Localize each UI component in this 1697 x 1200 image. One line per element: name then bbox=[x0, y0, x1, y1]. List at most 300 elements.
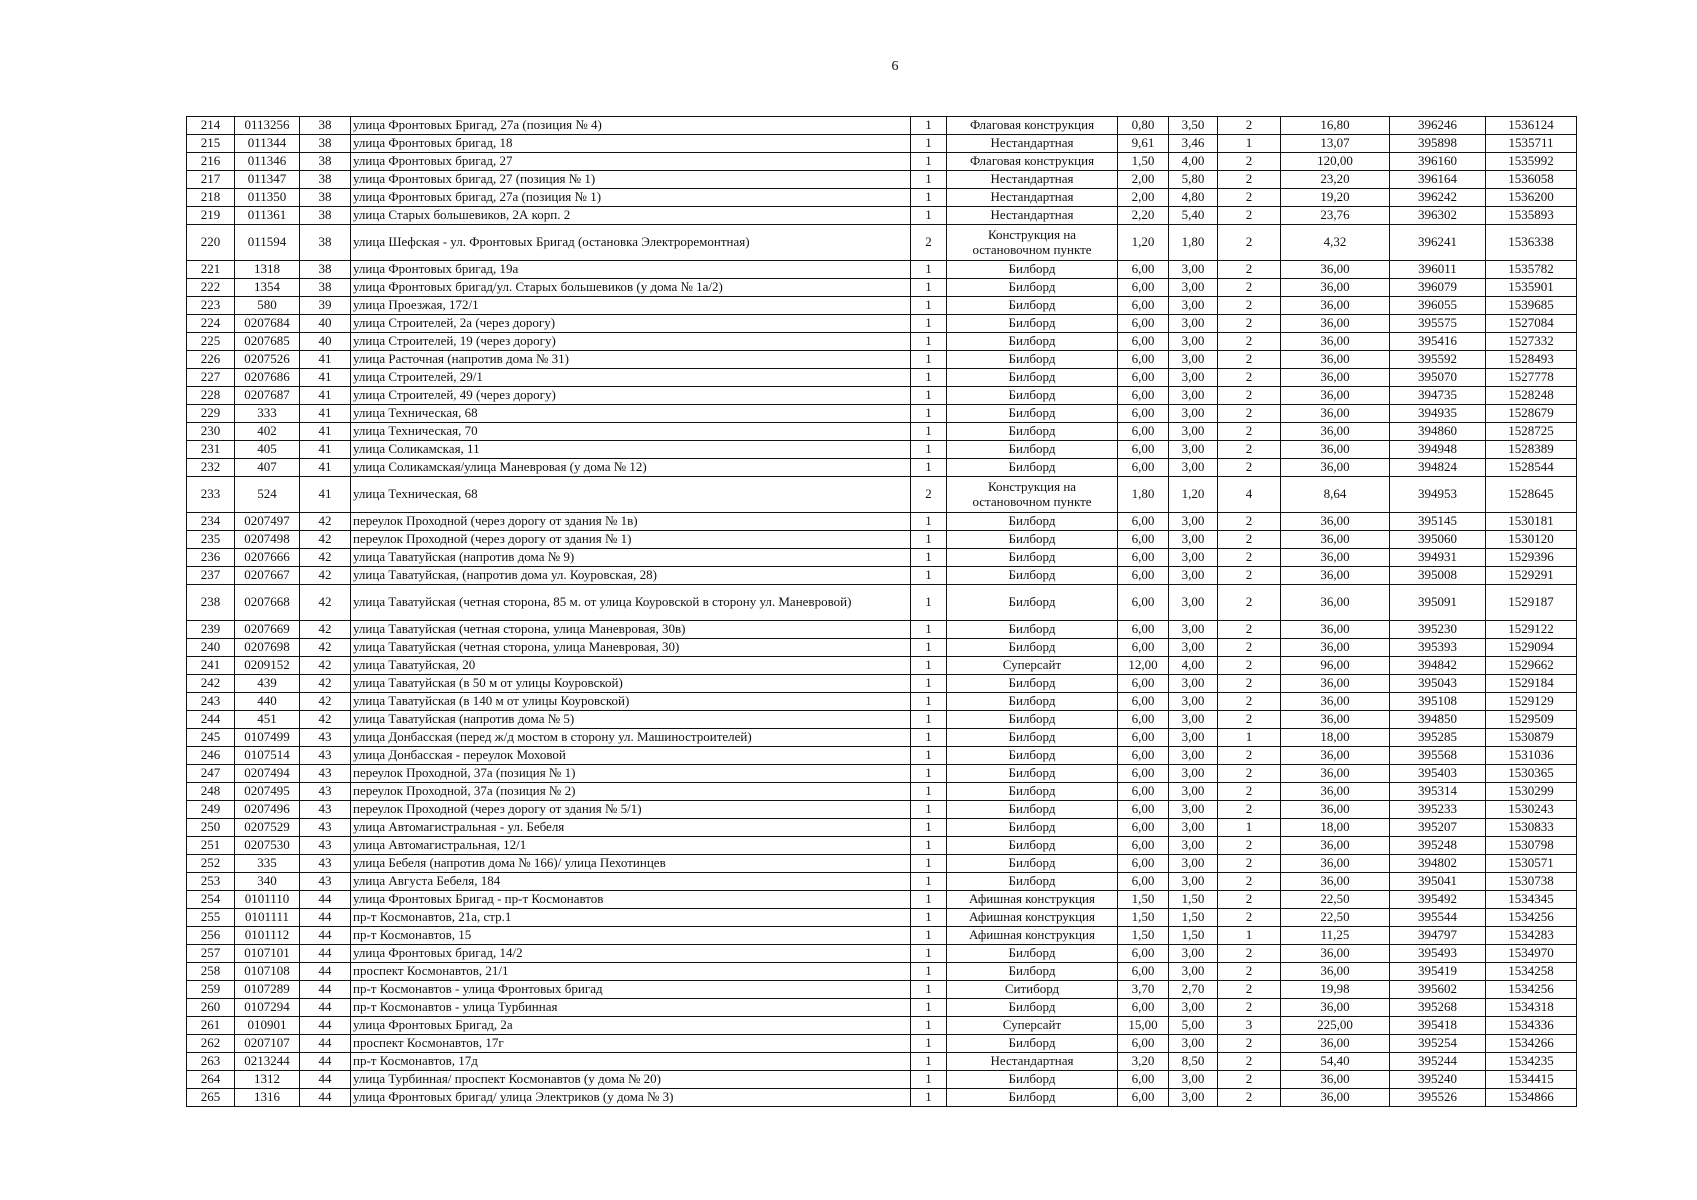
table-row bbox=[187, 369, 1577, 387]
code-cell: 011347 bbox=[235, 171, 300, 189]
row-number-cell: 256 bbox=[187, 927, 235, 945]
row-number-cell: 254 bbox=[187, 891, 235, 909]
height-cell: 3,00 bbox=[1169, 549, 1218, 567]
sides-cell: 1 bbox=[911, 117, 947, 135]
table-row bbox=[187, 567, 1577, 585]
sides-cell: 1 bbox=[911, 891, 947, 909]
area-cell: 36,00 bbox=[1281, 801, 1390, 819]
table-row bbox=[187, 675, 1577, 693]
row-number-cell: 219 bbox=[187, 207, 235, 225]
code-cell: 1312 bbox=[235, 1071, 300, 1089]
height-cell: 3,00 bbox=[1169, 1035, 1218, 1053]
address-cell: улица Таватуйская, 20 bbox=[351, 657, 911, 675]
sides-cell: 1 bbox=[911, 405, 947, 423]
district-cell: 42 bbox=[300, 549, 351, 567]
district-cell: 40 bbox=[300, 333, 351, 351]
quantity-cell: 2 bbox=[1218, 1035, 1281, 1053]
address-cell: улица Автомагистральная, 12/1 bbox=[351, 837, 911, 855]
table-row bbox=[187, 585, 1577, 621]
quantity-cell: 2 bbox=[1218, 333, 1281, 351]
type-cell: Билборд bbox=[947, 783, 1118, 801]
address-cell: улица Строителей, 29/1 bbox=[351, 369, 911, 387]
row-number-cell: 222 bbox=[187, 279, 235, 297]
height-cell: 3,00 bbox=[1169, 405, 1218, 423]
area-cell: 96,00 bbox=[1281, 657, 1390, 675]
code-cell: 440 bbox=[235, 693, 300, 711]
district-cell: 44 bbox=[300, 1035, 351, 1053]
y-coordinate-cell: 1529396 bbox=[1486, 549, 1577, 567]
area-cell: 36,00 bbox=[1281, 639, 1390, 657]
code-cell: 524 bbox=[235, 477, 300, 513]
quantity-cell: 2 bbox=[1218, 657, 1281, 675]
type-cell: Билборд bbox=[947, 423, 1118, 441]
code-cell: 0207494 bbox=[235, 765, 300, 783]
row-number-cell: 214 bbox=[187, 117, 235, 135]
y-coordinate-cell: 1534235 bbox=[1486, 1053, 1577, 1071]
y-coordinate-cell: 1530571 bbox=[1486, 855, 1577, 873]
type-cell: Конструкция на остановочном пункте bbox=[947, 225, 1118, 261]
code-cell: 451 bbox=[235, 711, 300, 729]
type-cell: Билборд bbox=[947, 819, 1118, 837]
x-coordinate-cell: 394735 bbox=[1390, 387, 1486, 405]
y-coordinate-cell: 1529662 bbox=[1486, 657, 1577, 675]
quantity-cell: 2 bbox=[1218, 531, 1281, 549]
table-row bbox=[187, 873, 1577, 891]
row-number-cell: 263 bbox=[187, 1053, 235, 1071]
y-coordinate-cell: 1528544 bbox=[1486, 459, 1577, 477]
code-cell: 0207107 bbox=[235, 1035, 300, 1053]
table-row bbox=[187, 117, 1577, 135]
y-coordinate-cell: 1536124 bbox=[1486, 117, 1577, 135]
type-cell: Билборд bbox=[947, 387, 1118, 405]
district-cell: 38 bbox=[300, 225, 351, 261]
code-cell: 010901 bbox=[235, 1017, 300, 1035]
quantity-cell: 2 bbox=[1218, 981, 1281, 999]
district-cell: 39 bbox=[300, 297, 351, 315]
row-number-cell: 249 bbox=[187, 801, 235, 819]
quantity-cell: 2 bbox=[1218, 225, 1281, 261]
width-cell: 6,00 bbox=[1118, 873, 1169, 891]
area-cell: 36,00 bbox=[1281, 837, 1390, 855]
row-number-cell: 261 bbox=[187, 1017, 235, 1035]
height-cell: 1,80 bbox=[1169, 225, 1218, 261]
width-cell: 6,00 bbox=[1118, 567, 1169, 585]
type-cell: Билборд bbox=[947, 747, 1118, 765]
y-coordinate-cell: 1530299 bbox=[1486, 783, 1577, 801]
row-number-cell: 231 bbox=[187, 441, 235, 459]
y-coordinate-cell: 1528493 bbox=[1486, 351, 1577, 369]
type-cell: Билборд bbox=[947, 297, 1118, 315]
address-cell: улица Таватуйская (четная сторона, 85 м. от улица Коуровской в сторону ул. Маневровой) bbox=[351, 585, 911, 621]
type-cell: Нестандартная bbox=[947, 207, 1118, 225]
address-cell: улица Соликамская, 11 bbox=[351, 441, 911, 459]
table-body bbox=[187, 117, 1577, 1107]
width-cell: 6,00 bbox=[1118, 585, 1169, 621]
x-coordinate-cell: 396246 bbox=[1390, 117, 1486, 135]
height-cell: 3,00 bbox=[1169, 855, 1218, 873]
row-number-cell: 252 bbox=[187, 855, 235, 873]
height-cell: 3,00 bbox=[1169, 747, 1218, 765]
quantity-cell: 2 bbox=[1218, 747, 1281, 765]
type-cell: Суперсайт bbox=[947, 657, 1118, 675]
code-cell: 1354 bbox=[235, 279, 300, 297]
height-cell: 3,00 bbox=[1169, 585, 1218, 621]
table-row bbox=[187, 945, 1577, 963]
district-cell: 41 bbox=[300, 423, 351, 441]
address-cell: улица Фронтовых бригад, 27а (позиция № 1) bbox=[351, 189, 911, 207]
row-number-cell: 217 bbox=[187, 171, 235, 189]
type-cell: Билборд bbox=[947, 693, 1118, 711]
table-row bbox=[187, 711, 1577, 729]
address-cell: пр-т Космонавтов, 21а, стр.1 bbox=[351, 909, 911, 927]
width-cell: 6,00 bbox=[1118, 351, 1169, 369]
height-cell: 3,00 bbox=[1169, 1071, 1218, 1089]
sides-cell: 1 bbox=[911, 963, 947, 981]
area-cell: 19,20 bbox=[1281, 189, 1390, 207]
area-cell: 36,00 bbox=[1281, 1071, 1390, 1089]
table-row bbox=[187, 747, 1577, 765]
width-cell: 6,00 bbox=[1118, 549, 1169, 567]
table-row bbox=[187, 207, 1577, 225]
sides-cell: 1 bbox=[911, 999, 947, 1017]
x-coordinate-cell: 395493 bbox=[1390, 945, 1486, 963]
sides-cell: 1 bbox=[911, 873, 947, 891]
address-cell: улица Донбасская - переулок Моховой bbox=[351, 747, 911, 765]
width-cell: 6,00 bbox=[1118, 513, 1169, 531]
table-row bbox=[187, 837, 1577, 855]
y-coordinate-cell: 1534256 bbox=[1486, 909, 1577, 927]
height-cell: 5,00 bbox=[1169, 1017, 1218, 1035]
quantity-cell: 2 bbox=[1218, 423, 1281, 441]
y-coordinate-cell: 1528389 bbox=[1486, 441, 1577, 459]
width-cell: 6,00 bbox=[1118, 261, 1169, 279]
sides-cell: 1 bbox=[911, 1035, 947, 1053]
table-row bbox=[187, 729, 1577, 747]
x-coordinate-cell: 395230 bbox=[1390, 621, 1486, 639]
code-cell: 011594 bbox=[235, 225, 300, 261]
table-row bbox=[187, 981, 1577, 999]
height-cell: 3,00 bbox=[1169, 1089, 1218, 1107]
sides-cell: 1 bbox=[911, 783, 947, 801]
code-cell: 0207667 bbox=[235, 567, 300, 585]
y-coordinate-cell: 1534866 bbox=[1486, 1089, 1577, 1107]
width-cell: 6,00 bbox=[1118, 387, 1169, 405]
height-cell: 4,00 bbox=[1169, 657, 1218, 675]
row-number-cell: 239 bbox=[187, 621, 235, 639]
type-cell: Билборд bbox=[947, 963, 1118, 981]
district-cell: 41 bbox=[300, 459, 351, 477]
row-number-cell: 248 bbox=[187, 783, 235, 801]
code-cell: 0107289 bbox=[235, 981, 300, 999]
x-coordinate-cell: 396241 bbox=[1390, 225, 1486, 261]
type-cell: Флаговая конструкция bbox=[947, 153, 1118, 171]
type-cell: Билборд bbox=[947, 801, 1118, 819]
row-number-cell: 264 bbox=[187, 1071, 235, 1089]
width-cell: 6,00 bbox=[1118, 315, 1169, 333]
height-cell: 1,50 bbox=[1169, 927, 1218, 945]
district-cell: 44 bbox=[300, 1053, 351, 1071]
address-cell: пр-т Космонавтов, 15 bbox=[351, 927, 911, 945]
type-cell: Билборд bbox=[947, 279, 1118, 297]
x-coordinate-cell: 395418 bbox=[1390, 1017, 1486, 1035]
y-coordinate-cell: 1534345 bbox=[1486, 891, 1577, 909]
row-number-cell: 241 bbox=[187, 657, 235, 675]
type-cell: Билборд bbox=[947, 1071, 1118, 1089]
address-cell: улица Таватуйская, (напротив дома ул. Коуровская, 28) bbox=[351, 567, 911, 585]
code-cell: 0207526 bbox=[235, 351, 300, 369]
width-cell: 6,00 bbox=[1118, 783, 1169, 801]
code-cell: 0107514 bbox=[235, 747, 300, 765]
y-coordinate-cell: 1530833 bbox=[1486, 819, 1577, 837]
address-cell: улица Строителей, 19 (через дорогу) bbox=[351, 333, 911, 351]
x-coordinate-cell: 394842 bbox=[1390, 657, 1486, 675]
address-cell: улица Строителей, 2а (через дорогу) bbox=[351, 315, 911, 333]
x-coordinate-cell: 395070 bbox=[1390, 369, 1486, 387]
height-cell: 3,00 bbox=[1169, 351, 1218, 369]
district-cell: 42 bbox=[300, 657, 351, 675]
table-row bbox=[187, 153, 1577, 171]
area-cell: 36,00 bbox=[1281, 351, 1390, 369]
address-cell: улица Шефская - ул. Фронтовых Бригад (остановка Электроремонтная) bbox=[351, 225, 911, 261]
width-cell: 6,00 bbox=[1118, 459, 1169, 477]
area-cell: 22,50 bbox=[1281, 909, 1390, 927]
district-cell: 44 bbox=[300, 1071, 351, 1089]
row-number-cell: 244 bbox=[187, 711, 235, 729]
district-cell: 42 bbox=[300, 639, 351, 657]
x-coordinate-cell: 395043 bbox=[1390, 675, 1486, 693]
row-number-cell: 251 bbox=[187, 837, 235, 855]
type-cell: Билборд bbox=[947, 441, 1118, 459]
address-cell: улица Фронтовых бригад, 27 (позиция № 1) bbox=[351, 171, 911, 189]
quantity-cell: 2 bbox=[1218, 837, 1281, 855]
code-cell: 0209152 bbox=[235, 657, 300, 675]
row-number-cell: 218 bbox=[187, 189, 235, 207]
table-row bbox=[187, 1053, 1577, 1071]
quantity-cell: 2 bbox=[1218, 801, 1281, 819]
code-cell: 333 bbox=[235, 405, 300, 423]
height-cell: 3,00 bbox=[1169, 315, 1218, 333]
x-coordinate-cell: 395526 bbox=[1390, 1089, 1486, 1107]
row-number-cell: 242 bbox=[187, 675, 235, 693]
district-cell: 41 bbox=[300, 441, 351, 459]
type-cell: Билборд bbox=[947, 351, 1118, 369]
quantity-cell: 2 bbox=[1218, 567, 1281, 585]
row-number-cell: 220 bbox=[187, 225, 235, 261]
row-number-cell: 238 bbox=[187, 585, 235, 621]
area-cell: 16,80 bbox=[1281, 117, 1390, 135]
sides-cell: 1 bbox=[911, 333, 947, 351]
address-cell: улица Фронтовых бригад/ул. Старых большевиков (у дома № 1а/2) bbox=[351, 279, 911, 297]
sides-cell: 1 bbox=[911, 765, 947, 783]
district-cell: 41 bbox=[300, 351, 351, 369]
area-cell: 36,00 bbox=[1281, 315, 1390, 333]
row-number-cell: 243 bbox=[187, 693, 235, 711]
width-cell: 6,00 bbox=[1118, 1035, 1169, 1053]
y-coordinate-cell: 1529184 bbox=[1486, 675, 1577, 693]
district-cell: 43 bbox=[300, 801, 351, 819]
sides-cell: 1 bbox=[911, 1017, 947, 1035]
width-cell: 6,00 bbox=[1118, 693, 1169, 711]
y-coordinate-cell: 1535901 bbox=[1486, 279, 1577, 297]
row-number-cell: 227 bbox=[187, 369, 235, 387]
type-cell: Билборд bbox=[947, 549, 1118, 567]
y-coordinate-cell: 1531036 bbox=[1486, 747, 1577, 765]
area-cell: 36,00 bbox=[1281, 999, 1390, 1017]
code-cell: 0113256 bbox=[235, 117, 300, 135]
type-cell: Флаговая конструкция bbox=[947, 117, 1118, 135]
sides-cell: 1 bbox=[911, 585, 947, 621]
code-cell: 0101112 bbox=[235, 927, 300, 945]
height-cell: 3,46 bbox=[1169, 135, 1218, 153]
row-number-cell: 246 bbox=[187, 747, 235, 765]
y-coordinate-cell: 1536058 bbox=[1486, 171, 1577, 189]
area-cell: 36,00 bbox=[1281, 459, 1390, 477]
x-coordinate-cell: 395393 bbox=[1390, 639, 1486, 657]
x-coordinate-cell: 395268 bbox=[1390, 999, 1486, 1017]
table-row bbox=[187, 297, 1577, 315]
district-cell: 42 bbox=[300, 675, 351, 693]
table-row bbox=[187, 765, 1577, 783]
y-coordinate-cell: 1535992 bbox=[1486, 153, 1577, 171]
area-cell: 19,98 bbox=[1281, 981, 1390, 999]
x-coordinate-cell: 395060 bbox=[1390, 531, 1486, 549]
address-cell: улица Фронтовых бригад, 27 bbox=[351, 153, 911, 171]
area-cell: 54,40 bbox=[1281, 1053, 1390, 1071]
quantity-cell: 2 bbox=[1218, 963, 1281, 981]
district-cell: 42 bbox=[300, 585, 351, 621]
district-cell: 42 bbox=[300, 567, 351, 585]
address-cell: улица Таватуйская (в 140 м от улицы Коуровской) bbox=[351, 693, 911, 711]
width-cell: 6,00 bbox=[1118, 279, 1169, 297]
address-cell: улица Строителей, 49 (через дорогу) bbox=[351, 387, 911, 405]
height-cell: 3,00 bbox=[1169, 261, 1218, 279]
width-cell: 3,70 bbox=[1118, 981, 1169, 999]
code-cell: 0207698 bbox=[235, 639, 300, 657]
address-cell: улица Таватуйская (напротив дома № 5) bbox=[351, 711, 911, 729]
sides-cell: 1 bbox=[911, 729, 947, 747]
y-coordinate-cell: 1534970 bbox=[1486, 945, 1577, 963]
area-cell: 36,00 bbox=[1281, 261, 1390, 279]
width-cell: 6,00 bbox=[1118, 1071, 1169, 1089]
code-cell: 011346 bbox=[235, 153, 300, 171]
height-cell: 1,50 bbox=[1169, 909, 1218, 927]
area-cell: 36,00 bbox=[1281, 1089, 1390, 1107]
sides-cell: 1 bbox=[911, 387, 947, 405]
y-coordinate-cell: 1534283 bbox=[1486, 927, 1577, 945]
quantity-cell: 2 bbox=[1218, 279, 1281, 297]
code-cell: 0207685 bbox=[235, 333, 300, 351]
quantity-cell: 2 bbox=[1218, 873, 1281, 891]
width-cell: 6,00 bbox=[1118, 531, 1169, 549]
quantity-cell: 2 bbox=[1218, 1053, 1281, 1071]
height-cell: 3,50 bbox=[1169, 117, 1218, 135]
width-cell: 6,00 bbox=[1118, 855, 1169, 873]
width-cell: 6,00 bbox=[1118, 441, 1169, 459]
width-cell: 6,00 bbox=[1118, 729, 1169, 747]
x-coordinate-cell: 395091 bbox=[1390, 585, 1486, 621]
type-cell: Билборд bbox=[947, 333, 1118, 351]
sides-cell: 1 bbox=[911, 531, 947, 549]
width-cell: 1,50 bbox=[1118, 153, 1169, 171]
height-cell: 3,00 bbox=[1169, 945, 1218, 963]
y-coordinate-cell: 1527332 bbox=[1486, 333, 1577, 351]
quantity-cell: 3 bbox=[1218, 1017, 1281, 1035]
y-coordinate-cell: 1530181 bbox=[1486, 513, 1577, 531]
row-number-cell: 224 bbox=[187, 315, 235, 333]
height-cell: 3,00 bbox=[1169, 531, 1218, 549]
width-cell: 1,80 bbox=[1118, 477, 1169, 513]
width-cell: 6,00 bbox=[1118, 999, 1169, 1017]
area-cell: 4,32 bbox=[1281, 225, 1390, 261]
code-cell: 0101110 bbox=[235, 891, 300, 909]
table-row bbox=[187, 1017, 1577, 1035]
quantity-cell: 2 bbox=[1218, 1089, 1281, 1107]
area-cell: 18,00 bbox=[1281, 819, 1390, 837]
width-cell: 1,50 bbox=[1118, 927, 1169, 945]
table-row bbox=[187, 909, 1577, 927]
row-number-cell: 247 bbox=[187, 765, 235, 783]
quantity-cell: 2 bbox=[1218, 675, 1281, 693]
x-coordinate-cell: 394802 bbox=[1390, 855, 1486, 873]
y-coordinate-cell: 1534266 bbox=[1486, 1035, 1577, 1053]
sides-cell: 1 bbox=[911, 549, 947, 567]
y-coordinate-cell: 1535782 bbox=[1486, 261, 1577, 279]
code-cell: 0207498 bbox=[235, 531, 300, 549]
table-row bbox=[187, 963, 1577, 981]
sides-cell: 1 bbox=[911, 909, 947, 927]
x-coordinate-cell: 395492 bbox=[1390, 891, 1486, 909]
x-coordinate-cell: 396055 bbox=[1390, 297, 1486, 315]
width-cell: 6,00 bbox=[1118, 801, 1169, 819]
sides-cell: 1 bbox=[911, 927, 947, 945]
type-cell: Нестандартная bbox=[947, 135, 1118, 153]
district-cell: 43 bbox=[300, 747, 351, 765]
row-number-cell: 226 bbox=[187, 351, 235, 369]
sides-cell: 1 bbox=[911, 207, 947, 225]
x-coordinate-cell: 394935 bbox=[1390, 405, 1486, 423]
y-coordinate-cell: 1530879 bbox=[1486, 729, 1577, 747]
address-cell: переулок Проходной (через дорогу от здания № 1) bbox=[351, 531, 911, 549]
area-cell: 23,76 bbox=[1281, 207, 1390, 225]
width-cell: 6,00 bbox=[1118, 369, 1169, 387]
y-coordinate-cell: 1527778 bbox=[1486, 369, 1577, 387]
x-coordinate-cell: 395403 bbox=[1390, 765, 1486, 783]
quantity-cell: 2 bbox=[1218, 441, 1281, 459]
quantity-cell: 1 bbox=[1218, 927, 1281, 945]
area-cell: 36,00 bbox=[1281, 549, 1390, 567]
x-coordinate-cell: 394824 bbox=[1390, 459, 1486, 477]
height-cell: 3,00 bbox=[1169, 279, 1218, 297]
quantity-cell: 2 bbox=[1218, 459, 1281, 477]
y-coordinate-cell: 1529122 bbox=[1486, 621, 1577, 639]
width-cell: 6,00 bbox=[1118, 711, 1169, 729]
address-cell: переулок Проходной, 37а (позиция № 2) bbox=[351, 783, 911, 801]
district-cell: 42 bbox=[300, 711, 351, 729]
code-cell: 0207496 bbox=[235, 801, 300, 819]
height-cell: 5,40 bbox=[1169, 207, 1218, 225]
type-cell: Билборд bbox=[947, 405, 1118, 423]
quantity-cell: 2 bbox=[1218, 693, 1281, 711]
height-cell: 4,80 bbox=[1169, 189, 1218, 207]
area-cell: 36,00 bbox=[1281, 531, 1390, 549]
sides-cell: 1 bbox=[911, 1053, 947, 1071]
sides-cell: 1 bbox=[911, 639, 947, 657]
row-number-cell: 255 bbox=[187, 909, 235, 927]
height-cell: 3,00 bbox=[1169, 441, 1218, 459]
sides-cell: 1 bbox=[911, 675, 947, 693]
address-cell: улица Техническая, 68 bbox=[351, 477, 911, 513]
quantity-cell: 2 bbox=[1218, 117, 1281, 135]
